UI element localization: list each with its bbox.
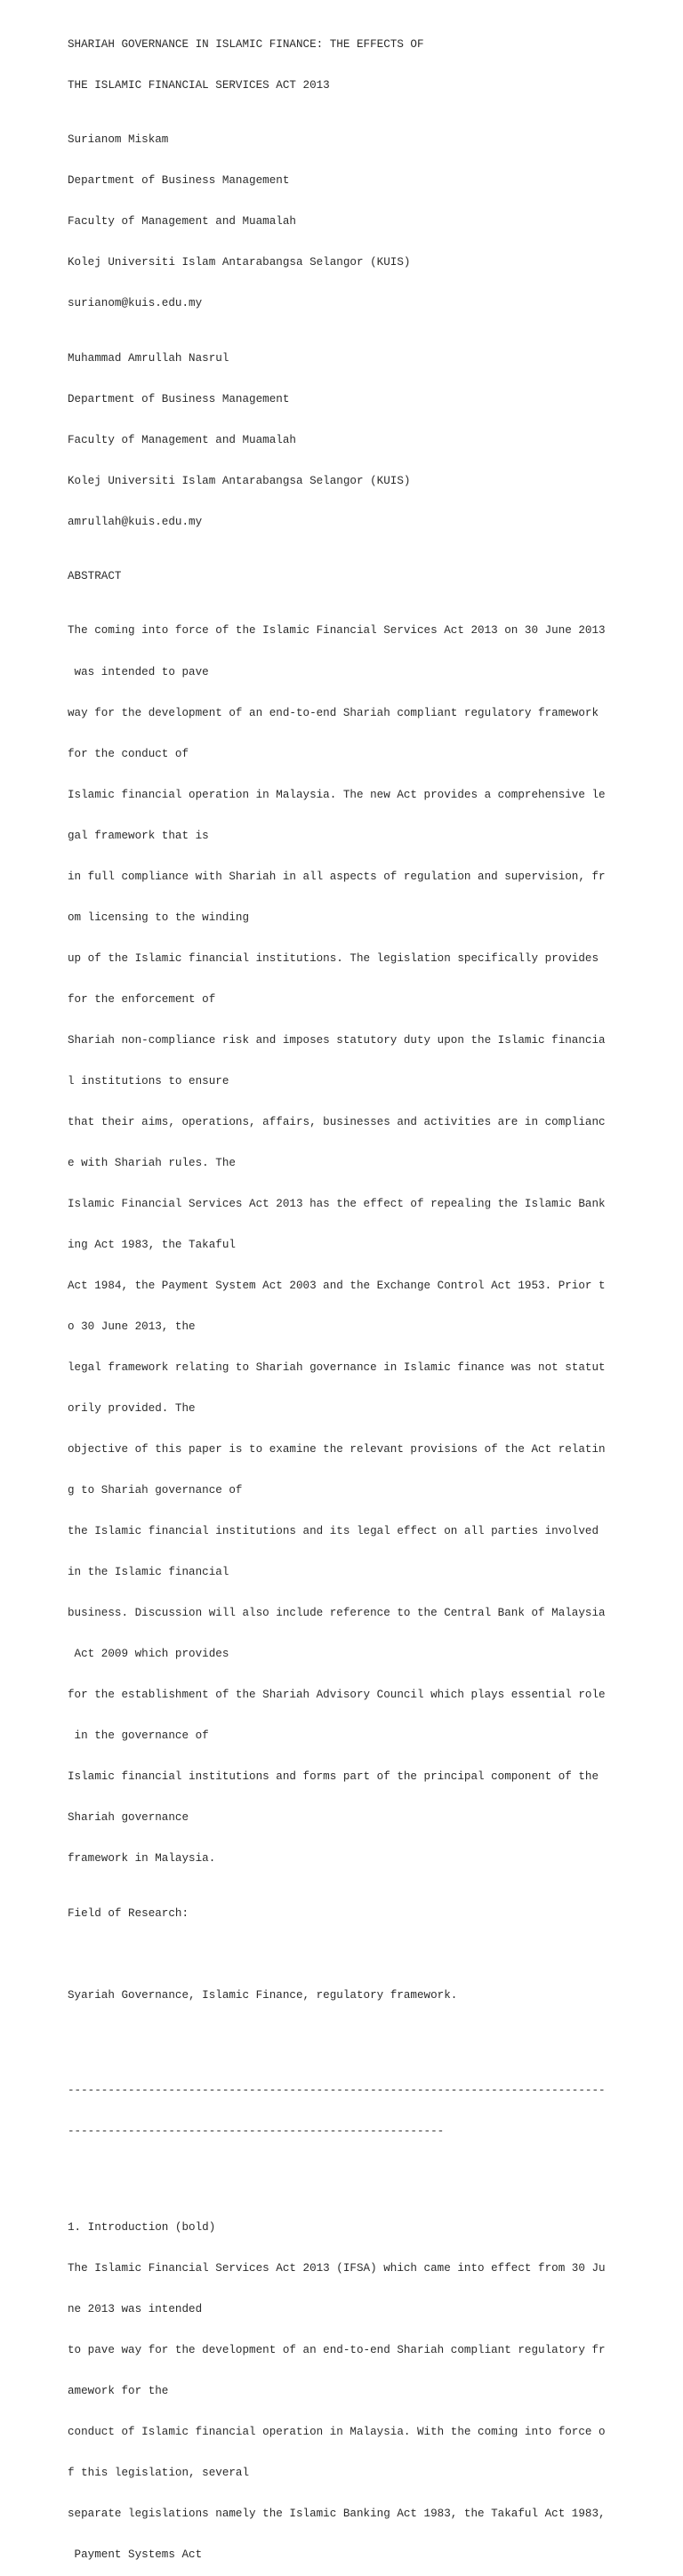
intro-line: to pave way for the development of an end-to-end Shariah compliant regulatory fr [68,2343,606,2356]
abstract-line: for the conduct of [68,747,189,760]
author-institution: Kolej Universiti Islam Antarabangsa Selangor (KUIS) [68,256,411,269]
abstract-line: that their aims, operations, affairs, businesses and activities are in complianc [68,1115,606,1128]
abstract-line: in full compliance with Shariah in all aspects of regulation and supervision, fr [68,870,606,883]
abstract-line: l institutions to ensure [68,1074,229,1087]
intro-heading: 1. Introduction (bold) [68,2220,216,2234]
abstract-line: Shariah non-compliance risk and imposes statutory duty upon the Islamic financia [68,1033,606,1047]
separator-line: -------------------------------------------------------------------------------- [68,2084,606,2098]
author-email: surianom@kuis.edu.my [68,297,203,310]
author-name: Surianom Miskam [68,133,169,147]
abstract-line: Islamic financial institutions and forms part of the principal component of the [68,1770,599,1784]
intro-line: separate legislations namely the Islamic Banking Act 1983, the Takaful Act 1983, [68,2507,606,2520]
intro-line: Payment Systems Act [68,2548,203,2561]
abstract-line: was intended to pave [68,665,209,678]
blank-line [68,2030,672,2043]
author-faculty: Faculty of Management and Muamalah [68,215,296,229]
abstract-line: orily provided. The [68,1402,196,1416]
intro-line: conduct of Islamic financial operation in Malaysia. With the coming into force o [68,2425,606,2438]
abstract-line: way for the development of an end-to-end Shariah compliant regulatory framework [68,706,599,719]
field-of-research-heading: Field of Research: [68,1906,189,1920]
document-text [68,11,672,2576]
author-department: Department of Business Management [68,174,290,188]
abstract-line: in the Islamic financial [68,1566,229,1579]
abstract-line: Act 2009 which provides [68,1648,229,1661]
abstract-line: legal framework relating to Shariah governance in Islamic finance was not statut [68,1361,606,1375]
intro-line: amework for the [68,2384,169,2397]
author-faculty: Faculty of Management and Muamalah [68,433,296,446]
title-line: THE ISLAMIC FINANCIAL SERVICES ACT 2013 [68,78,330,92]
abstract-line: up of the Islamic financial institutions. The legislation specifically provides [68,951,599,965]
abstract-line: o 30 June 2013, the [68,1320,196,1333]
abstract-line: business. Discussion will also include reference to the Central Bank of Malaysia [68,1607,606,1620]
abstract-heading: ABSTRACT [68,570,122,583]
author-department: Department of Business Management [68,392,290,405]
intro-line: f this legislation, several [68,2466,250,2479]
abstract-line: Shariah governance [68,1811,189,1825]
author-email: amrullah@kuis.edu.my [68,515,203,528]
abstract-line: om licensing to the winding [68,911,250,924]
abstract-line: Islamic Financial Services Act 2013 has the effect of repealing the Islamic Bank [68,1197,606,1210]
abstract-line: for the establishment of the Shariah Advisory Council which plays essential role [68,1689,606,1702]
abstract-line: The coming into force of the Islamic Financial Services Act 2013 on 30 June 2013 [68,624,606,638]
field-of-research-value: Syariah Governance, Islamic Finance, regulatory framework. [68,1988,458,2002]
abstract-line: ing Act 1983, the Takaful [68,1238,236,1251]
abstract-line: for the enforcement of [68,992,216,1006]
abstract-line: Act 1984, the Payment System Act 2003 and the Exchange Control Act 1953. Prior t [68,1279,606,1292]
abstract-line: e with Shariah rules. The [68,1156,236,1169]
abstract-line: in the governance of [68,1729,209,1743]
abstract-line: gal framework that is [68,829,209,842]
blank-line [68,1948,672,1962]
abstract-line: g to Shariah governance of [68,1484,243,1497]
separator-line: -------------------------------------------------------- [68,2125,445,2139]
intro-line: ne 2013 was intended [68,2302,203,2315]
blank-line [68,2166,672,2179]
intro-line: The Islamic Financial Services Act 2013 (IFSA) which came into effect from 30 Ju [68,2261,606,2275]
abstract-line: the Islamic financial institutions and its legal effect on all parties involved [68,1525,599,1538]
author-name: Muhammad Amrullah Nasrul [68,351,229,365]
title-line: SHARIAH GOVERNANCE IN ISLAMIC FINANCE: THE EFFECTS OF [68,37,424,51]
abstract-line: framework in Malaysia. [68,1852,216,1866]
author-institution: Kolej Universiti Islam Antarabangsa Selangor (KUIS) [68,474,411,487]
abstract-line: Islamic financial operation in Malaysia. The new Act provides a comprehensive le [68,788,606,801]
abstract-line: objective of this paper is to examine the relevant provisions of the Act relatin [68,1443,606,1457]
